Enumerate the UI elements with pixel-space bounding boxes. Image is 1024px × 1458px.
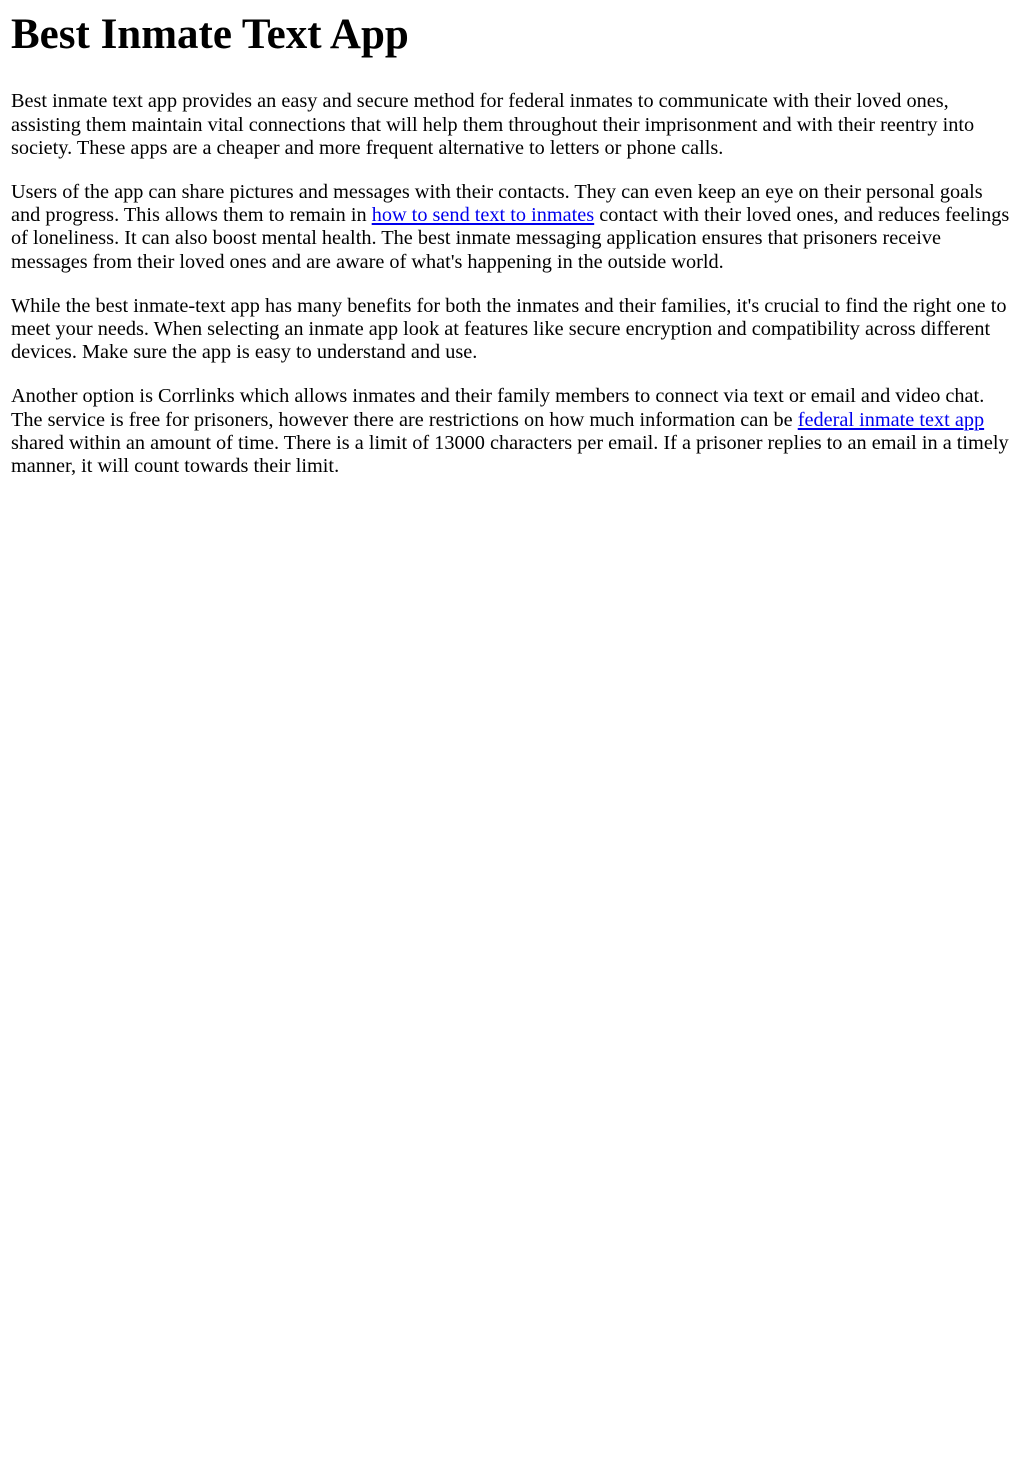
paragraph-text: Another option is Corrlinks which allows inmates and their family members to connect via text or email and video chat. The service is free for prisoners, however there are restrictions on how much information can be xyxy=(11,385,985,431)
paragraph-features xyxy=(11,181,1013,274)
paragraph-corrlinks xyxy=(11,385,1013,478)
paragraph-choosing: While the best inmate-text app has many benefits for both the inmates and their families, it's crucial to find the right one to meet your needs. When selecting an inmate app look at features like secure encryption and compatibility across different devices. Make sure the app is easy to understand and use. xyxy=(11,294,1007,364)
page-title: Best Inmate Text App xyxy=(11,11,409,58)
paragraph-intro: Best inmate text app provides an easy and secure method for federal inmates to communicate with their loved ones, assisting them maintain vital connections that will help them throughout their imprisonment and with their reentry into society. These apps are a cheaper and more frequent alternative to letters or phone calls. xyxy=(11,90,975,159)
paragraph-text: shared within an amount of time. There is a limit of 13000 characters per email. If a prisoner replies to an email in a timely manner, it will count towards their limit. xyxy=(11,431,1009,478)
article xyxy=(0,10,1024,478)
link-federal-inmate-text-app[interactable]: federal inmate text app xyxy=(797,408,985,431)
paragraph-text: Users of the app can share pictures and messages with their contacts. They can even keep an eye on their personal goals and progress. This allows them to remain in xyxy=(11,181,983,227)
link-how-to-send-text-to-inmates[interactable]: how to send text to inmates xyxy=(371,204,595,227)
paragraph-text: contact with their loved ones, and reduces feelings of loneliness. It can also boost mental health. The best inmate messaging application ensures that prisoners receive messages from their loved ones and are aware of what's happening in the outside world. xyxy=(11,204,1010,273)
